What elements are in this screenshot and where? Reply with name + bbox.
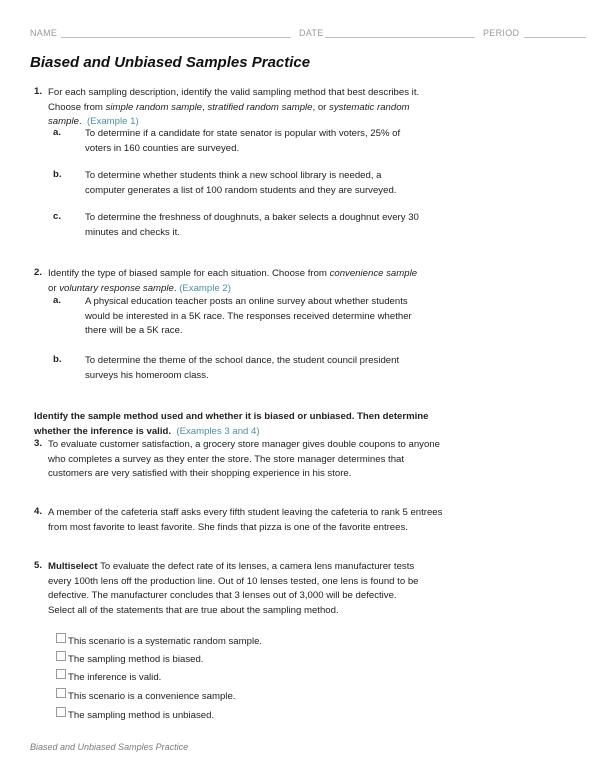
q2-text: Identify the type of biased sample for each situation. Choose from convenience sample or voluntary response sample. (Example 2) (48, 268, 418, 294)
page-title: Biased and Unbiased Samples Practice (30, 54, 311, 71)
q5-number: 5. (34, 560, 43, 571)
option-1-label: This scenario is a systematic random sample. (68, 636, 263, 647)
q3-text: To evaluate customer satisfaction, a grocery store manager gives double coupons to anyone who completes a survey as they enter the store. The store manager determines that customers are very satisfied with their shopping experience in his store. (48, 439, 440, 479)
q2b-text: To determine the theme of the school dance, the student council president surveys his homeroom class. (85, 355, 400, 381)
q1-example-link[interactable]: (Example 1) (86, 116, 139, 127)
q2-example-link[interactable]: (Example 2) (179, 282, 231, 294)
q1b-text: To determine whether students think a new school library is needed, a computer generates a list of 100 random students and they are surveyed. (85, 170, 397, 196)
section-instructions: Identify the sample method used and whether it is biased or unbiased. Then determine whether the inference is valid. (Examples 3 and 4) (34, 411, 429, 437)
q1a-letter: a. (53, 127, 62, 138)
q2a-letter: a. (53, 295, 62, 306)
section-example-link[interactable]: (Examples 3 and 4) (176, 425, 260, 437)
option-2-checkbox[interactable] (56, 651, 66, 661)
q1-number: 1. (34, 86, 43, 97)
period-field[interactable] (524, 37, 586, 38)
q1c-letter: c. (53, 211, 62, 222)
q1b-letter: b. (53, 169, 62, 180)
name-field[interactable] (61, 37, 291, 38)
option-4-label: This scenario is a convenience sample. (68, 691, 236, 702)
option-3-checkbox[interactable] (56, 669, 66, 679)
period-label: PERIOD (483, 28, 520, 38)
footer-text: Biased and Unbiased Samples Practice (30, 742, 189, 752)
date-field[interactable] (325, 37, 475, 38)
option-2-label: The sampling method is biased. (68, 654, 204, 665)
name-label: NAME (30, 28, 58, 38)
option-1-checkbox[interactable] (56, 633, 66, 643)
q2b-letter: b. (53, 354, 62, 365)
option-5-checkbox[interactable] (56, 707, 66, 717)
q1-text: For each sampling description, identify the valid sampling method that best describes it. Choose from simple random sample, stratified random sample, or systematic random sample. (Example 1) (48, 87, 420, 127)
q2a-text: A physical education teacher posts an online survey about whether students would be interested in a 5K race. The responses received determine whether there will be a 5K race. (85, 296, 412, 336)
date-label: DATE (299, 28, 324, 38)
option-4-checkbox[interactable] (56, 688, 66, 698)
q5-text: Multiselect To evaluate the defect rate of its lenses, a camera lens manufacturer tests every 100th lens off the production line. Out of 10 lenses tested, one lens is found to be defective. The manufacturer concludes that 3 lenses out of 3,000 will be defective. Select all of the statements that are true about the sampling method. (48, 561, 419, 616)
q3-number: 3. (34, 438, 43, 449)
q1c-text: To determine the freshness of doughnuts, a baker selects a doughnut every 30 minutes and checks it. (85, 212, 419, 238)
q4-text: A member of the cafeteria staff asks every fifth student leaving the cafeteria to rank 5 entrees from most favorite to least favorite. She finds that pizza is one of the favorite entrees. (48, 507, 443, 533)
q4-number: 4. (34, 506, 43, 517)
option-5-label: The sampling method is unbiased. (68, 710, 215, 721)
q2-number: 2. (34, 267, 43, 278)
option-3-label: The inference is valid. (68, 672, 162, 683)
multiselect-label: Multiselect (48, 561, 98, 572)
q1a-text: To determine if a candidate for state senator is popular with voters, 25% of voters in 160 counties are surveyed. (85, 128, 401, 154)
